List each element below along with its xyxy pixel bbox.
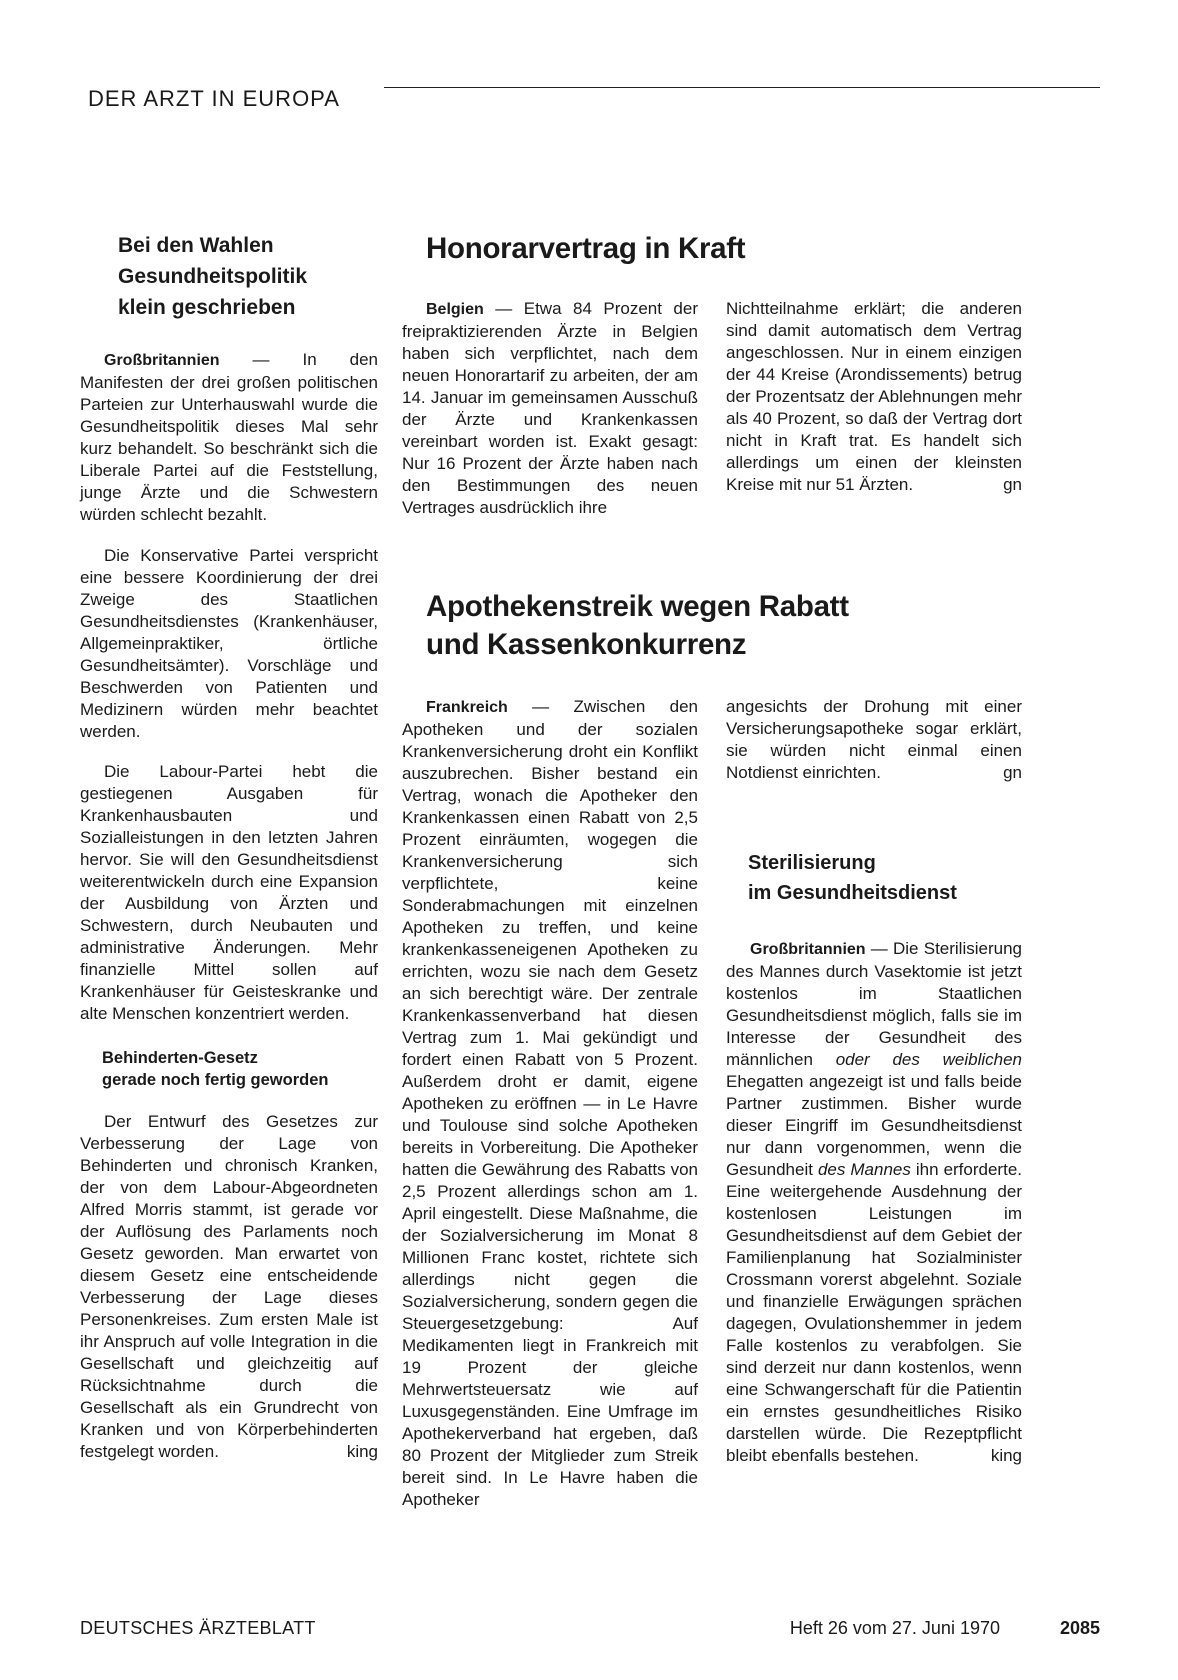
author-signature: gn [1003, 475, 1022, 494]
country-label: Großbritannien [750, 941, 866, 958]
italic-text: des Mannes [817, 1160, 911, 1179]
honorar-paragraph: Belgien — Etwa 84 Prozent der freipraktizierenden Ärzte in Belgien haben sich verpflichtet, nach dem neuen Honorartarif zu arbeiten, der am 14. Januar im gemeinsamen Ausschuß der Ärzte und Krankenkassen vereinbart worden ist. Exakt gesagt: Nur 16 Prozent der Ärzte haben nach den Bestimmungen des neuen Vertrages ausdrücklich ihre [402, 299, 698, 517]
apotheken-title-line: Apothekenstreik wegen Rabatt [426, 590, 849, 623]
honorar-col-1 [402, 298, 698, 519]
country-label: Belgien [426, 301, 484, 318]
header-rule [384, 87, 1100, 88]
left-article-paragraph: Die Labour-Partei hebt die gestiegenen Ausgaben für Krankenhausbauten und Sozialleistungen in den letzten Jahren hervor. Sie will den Gesundheitsdienst weiterentwickeln durch eine Expansion der Ausbildung von Ärzten und Schwestern, durch Neubauten und administrative Änderungen. Mehr finanzielle Mittel sollen auf Krankenhäuser für Geisteskranke und alte Menschen konzentriert werden. [80, 762, 378, 1023]
apotheken-title-line: und Kassenkonkurrenz [426, 628, 747, 661]
page-number: 2085 [1059, 1618, 1100, 1638]
behinderten-title-line: gerade noch fertig geworden [102, 1071, 329, 1089]
apotheken-paragraph: angesichts der Drohung mit einer Versicherungsapotheke sogar erklärt, sie würden nicht einmal einen Notdienst einrichten. gn [726, 697, 1022, 782]
honorar-paragraph: Nichtteilnahme erklärt; die anderen sind damit automatisch dem Vertrag angeschlossen. Nur in einem einzigen der 44 Kreise (Arondissements) betrug der Prozentsatz der Ablehnungen mehr als 40 Prozent, so daß der Vertrag dort nicht in Kraft trat. Es handelt sich allerdings um einen der kleinsten Kreise mit nur 51 Ärzten. gn [726, 299, 1022, 494]
honorar-col-2 [726, 298, 1022, 496]
apotheken-paragraph: Frankreich — Zwischen den Apotheken und der sozialen Krankenversicherung droht ein Konflikt auszubrechen. Bisher bestand ein Vertrag, wonach die Apotheker den Krankenkassen einen Rabatt von 2,5 Prozent einräumten, wogegen die Krankenversicherung sich verpflichtete, keine Sonderabmachungen mit einzelnen Apotheken zu treffen, und keine krankenkasseneigenen Apotheken zu errichten, wozu sie nach dem Gesetz an sich berechtigt wäre. Der zentrale Krankenkassenverband hat diesen Vertrag zum 1. Mai gekündigt und fordert einen Rabatt von 5 Prozent. Außerdem droht er damit, eigene Apotheken zu eröffnen — in Le Havre und Toulouse sind solche Apotheken bereits in Vorbereitung. Die Apotheker hatten die Gewährung des Rabatts von 2,5 Prozent allerdings schon am 1. April eingestellt. Diese Maßnahme, die der Sozialversicherung im Monat 8 Millionen Franc kostet, richtete sich allerdings nicht gegen die Sozialversicherung, sondern gegen die Steuergesetzgebung: Auf Medikamenten liegt in Frankreich mit 19 Prozent der gleiche Mehrwertsteuersatz wie auf Luxusgegenständen. Eine Umfrage im Apothekerverband hat ergeben, daß 80 Prozent der Mitglieder zum Streik bereit sind. In Le Havre haben die Apotheker [402, 697, 698, 1509]
left-article-title-line: Gesundheitspolitik [118, 265, 308, 288]
italic-text: oder des weiblichen [835, 1050, 1022, 1069]
steril-title-line: Sterilisierung [748, 852, 876, 874]
section-header: DER ARZT IN EUROPA [88, 86, 340, 111]
left-article-paragraph: Großbritannien — In den Manifesten der drei großen politischen Parteien zur Unterhauswahl wurde die Gesundheitspolitik dieses Mal sehr kurz behandelt. So beschränkt sich die Liberale Partei auf die Feststellung, junge Ärzte und die Schwestern würden schlecht bezahlt. [80, 350, 378, 524]
apotheken-col-1 [402, 696, 698, 1511]
issue-info: Heft 26 vom 27. Juni 1970 [789, 1618, 1000, 1638]
journal-name: DEUTSCHES ÄRZTEBLATT [80, 1618, 316, 1638]
honorar-title: Honorarvertrag in Kraft [426, 232, 746, 265]
behinderten-article [80, 1047, 378, 1463]
country-label: Großbritannien [104, 352, 220, 369]
behinderten-title [80, 1047, 378, 1091]
left-article-title [80, 230, 378, 323]
author-signature: king [346, 1442, 378, 1461]
steril-article [726, 848, 1022, 1467]
left-article-title-line: Bei den Wahlen [118, 234, 274, 257]
apotheken-col-2 [726, 696, 1022, 784]
left-article [80, 230, 378, 1025]
steril-title-line: im Gesundheitsdienst [748, 882, 957, 904]
author-signature: gn [1003, 763, 1022, 782]
left-article-title-line: klein geschrieben [118, 296, 296, 319]
behinderten-title-line: Behinderten-Gesetz [102, 1049, 258, 1067]
country-label: Frankreich [426, 699, 508, 716]
behinderten-paragraph: Der Entwurf des Gesetzes zur Verbesserung der Lage von Behinderten und chronisch Kranken, der von dem Labour-Abgeordneten Alfred Morris stammt, ist gerade vor der Auflösung des Parlaments noch Gesetz geworden. Man erwartet von diesem Gesetz eine entscheidende Verbesserung der Lage dieses Personenkreises. Zum ersten Male ist ihr Anspruch auf volle Integration in die Gesellschaft und gleichzeitig auf Rücksichtnahme durch die Gesellschaft als ein Grundrecht von Kranken und von Körperbehinderten festgelegt worden. king [80, 1112, 378, 1461]
apotheken-title [426, 588, 849, 664]
author-signature: king [990, 1446, 1022, 1465]
steril-title [726, 848, 1022, 908]
steril-paragraph: Großbritannien — Die Sterilisierung des Mannes durch Vasektomie ist jetzt kostenlos im Staatlichen Gesundheitsdienst möglich, falls sie im Interesse der Gesundheit des männlichen oder des weiblichen Ehegatten angezeigt ist und falls beide Partner zustimmen. Bisher wurde dieser Eingriff im Gesundheitsdienst nur dann vorgenommen, wenn die Gesundheit des Mannes ihn erforderte. Eine weitergehende Ausdehnung der kostenlosen Leistungen im Gesundheitsdienst auf dem Gebiet der Familienplanung hat Sozialminister Crossmann vorerst abgelehnt. Soziale und finanzielle Erwägungen sprächen dagegen, Ovulationshemmer in jedem Falle kostenlos zu verabfolgen. Sie sind derzeit nur dann kostenlos, wenn eine Schwangerschaft für die Patientin ein ernstes gesundheitliches Risiko darstellen würde. Die Rezeptpflicht bleibt ebenfalls bestehen. king [726, 939, 1022, 1465]
left-article-paragraph: Die Konservative Partei verspricht eine bessere Koordinierung der drei Zweige des Staatlichen Gesundheitsdienstes (Krankenhäuser, Allgemeinpraktiker, örtliche Gesundheitsämter). Vorschläge und Beschwerden von Patienten und Medizinern würden mehr beachtet werden. [80, 546, 378, 741]
